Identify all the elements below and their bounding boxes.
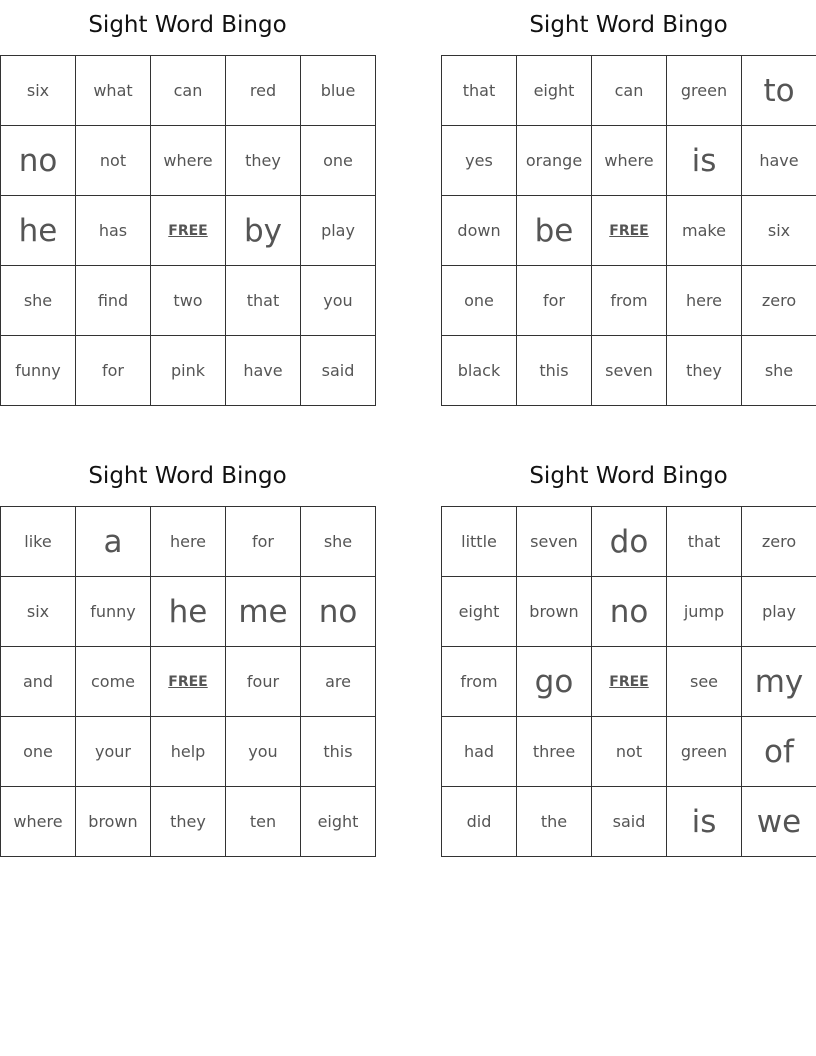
word-cell: do: [592, 507, 667, 577]
word-cell: six: [1, 577, 76, 647]
word-cell: find: [76, 266, 151, 336]
word-cell: that: [442, 56, 517, 126]
word-cell: this: [301, 717, 376, 787]
grid-row: [1, 56, 376, 126]
word-cell: where: [151, 126, 226, 196]
word-cell: said: [301, 336, 376, 406]
word-cell: no: [301, 577, 376, 647]
word-cell: one: [1, 717, 76, 787]
word-cell: jump: [667, 577, 742, 647]
word-cell: seven: [592, 336, 667, 406]
word-cell: not: [592, 717, 667, 787]
word-cell: they: [667, 336, 742, 406]
word-cell: three: [517, 717, 592, 787]
grid-row: [1, 336, 376, 406]
word-cell: here: [151, 507, 226, 577]
grid-row: [442, 577, 816, 647]
word-cell: come: [76, 647, 151, 717]
word-cell: my: [742, 647, 816, 717]
grid-row: [1, 126, 376, 196]
word-cell: from: [442, 647, 517, 717]
word-cell: make: [667, 196, 742, 266]
grid-row: [442, 507, 816, 577]
word-cell: eight: [442, 577, 517, 647]
word-cell: one: [301, 126, 376, 196]
bingo-grid: [441, 55, 816, 406]
word-cell: eight: [301, 787, 376, 857]
bingo-grid: [0, 506, 376, 857]
word-cell: has: [76, 196, 151, 266]
word-cell: one: [442, 266, 517, 336]
word-cell: is: [667, 787, 742, 857]
word-cell: she: [742, 336, 816, 406]
word-cell: no: [1, 126, 76, 196]
word-cell: can: [592, 56, 667, 126]
word-cell: green: [667, 56, 742, 126]
free-cell: FREE: [151, 647, 226, 717]
word-cell: no: [592, 577, 667, 647]
word-cell: this: [517, 336, 592, 406]
word-cell: black: [442, 336, 517, 406]
word-cell: brown: [76, 787, 151, 857]
word-cell: we: [742, 787, 816, 857]
free-cell: FREE: [151, 196, 226, 266]
grid-row: [1, 647, 376, 717]
word-cell: like: [1, 507, 76, 577]
word-cell: help: [151, 717, 226, 787]
bingo-grid: [441, 506, 816, 857]
grid-row: [442, 126, 816, 196]
word-cell: not: [76, 126, 151, 196]
word-cell: and: [1, 647, 76, 717]
free-cell: FREE: [592, 647, 667, 717]
word-cell: they: [151, 787, 226, 857]
word-cell: did: [442, 787, 517, 857]
word-cell: what: [76, 56, 151, 126]
card-title: Sight Word Bingo: [88, 463, 287, 489]
word-cell: funny: [1, 336, 76, 406]
word-cell: orange: [517, 126, 592, 196]
word-cell: see: [667, 647, 742, 717]
word-cell: be: [517, 196, 592, 266]
word-cell: she: [1, 266, 76, 336]
word-cell: six: [742, 196, 816, 266]
word-cell: your: [76, 717, 151, 787]
grid-row: [442, 196, 816, 266]
word-cell: for: [76, 336, 151, 406]
card-title: Sight Word Bingo: [529, 463, 728, 489]
word-cell: me: [226, 577, 301, 647]
word-cell: seven: [517, 507, 592, 577]
word-cell: down: [442, 196, 517, 266]
grid-row: [1, 787, 376, 857]
word-cell: where: [1, 787, 76, 857]
word-cell: are: [301, 647, 376, 717]
word-cell: blue: [301, 56, 376, 126]
word-cell: play: [301, 196, 376, 266]
grid-row: [1, 266, 376, 336]
word-cell: funny: [76, 577, 151, 647]
word-cell: green: [667, 717, 742, 787]
grid-row: [1, 196, 376, 266]
word-cell: six: [1, 56, 76, 126]
word-cell: he: [151, 577, 226, 647]
word-cell: here: [667, 266, 742, 336]
word-cell: from: [592, 266, 667, 336]
grid-row: [442, 266, 816, 336]
grid-row: [1, 507, 376, 577]
word-cell: that: [667, 507, 742, 577]
word-cell: you: [226, 717, 301, 787]
word-cell: he: [1, 196, 76, 266]
bingo-grid: [0, 55, 376, 406]
word-cell: of: [742, 717, 816, 787]
word-cell: where: [592, 126, 667, 196]
card-title: Sight Word Bingo: [529, 12, 728, 38]
word-cell: that: [226, 266, 301, 336]
word-cell: yes: [442, 126, 517, 196]
word-cell: eight: [517, 56, 592, 126]
word-cell: have: [226, 336, 301, 406]
word-cell: had: [442, 717, 517, 787]
word-cell: zero: [742, 507, 816, 577]
word-cell: you: [301, 266, 376, 336]
word-cell: little: [442, 507, 517, 577]
word-cell: to: [742, 56, 816, 126]
grid-row: [1, 717, 376, 787]
word-cell: two: [151, 266, 226, 336]
word-cell: they: [226, 126, 301, 196]
grid-row: [442, 647, 816, 717]
word-cell: she: [301, 507, 376, 577]
grid-row: [1, 577, 376, 647]
grid-row: [442, 56, 816, 126]
word-cell: play: [742, 577, 816, 647]
word-cell: brown: [517, 577, 592, 647]
grid-row: [442, 336, 816, 406]
word-cell: a: [76, 507, 151, 577]
grid-row: [442, 787, 816, 857]
card-title: Sight Word Bingo: [88, 12, 287, 38]
word-cell: have: [742, 126, 816, 196]
word-cell: for: [226, 507, 301, 577]
word-cell: four: [226, 647, 301, 717]
word-cell: red: [226, 56, 301, 126]
word-cell: zero: [742, 266, 816, 336]
word-cell: for: [517, 266, 592, 336]
word-cell: the: [517, 787, 592, 857]
word-cell: can: [151, 56, 226, 126]
word-cell: by: [226, 196, 301, 266]
word-cell: pink: [151, 336, 226, 406]
word-cell: ten: [226, 787, 301, 857]
grid-row: [442, 717, 816, 787]
word-cell: said: [592, 787, 667, 857]
free-cell: FREE: [592, 196, 667, 266]
word-cell: go: [517, 647, 592, 717]
word-cell: is: [667, 126, 742, 196]
